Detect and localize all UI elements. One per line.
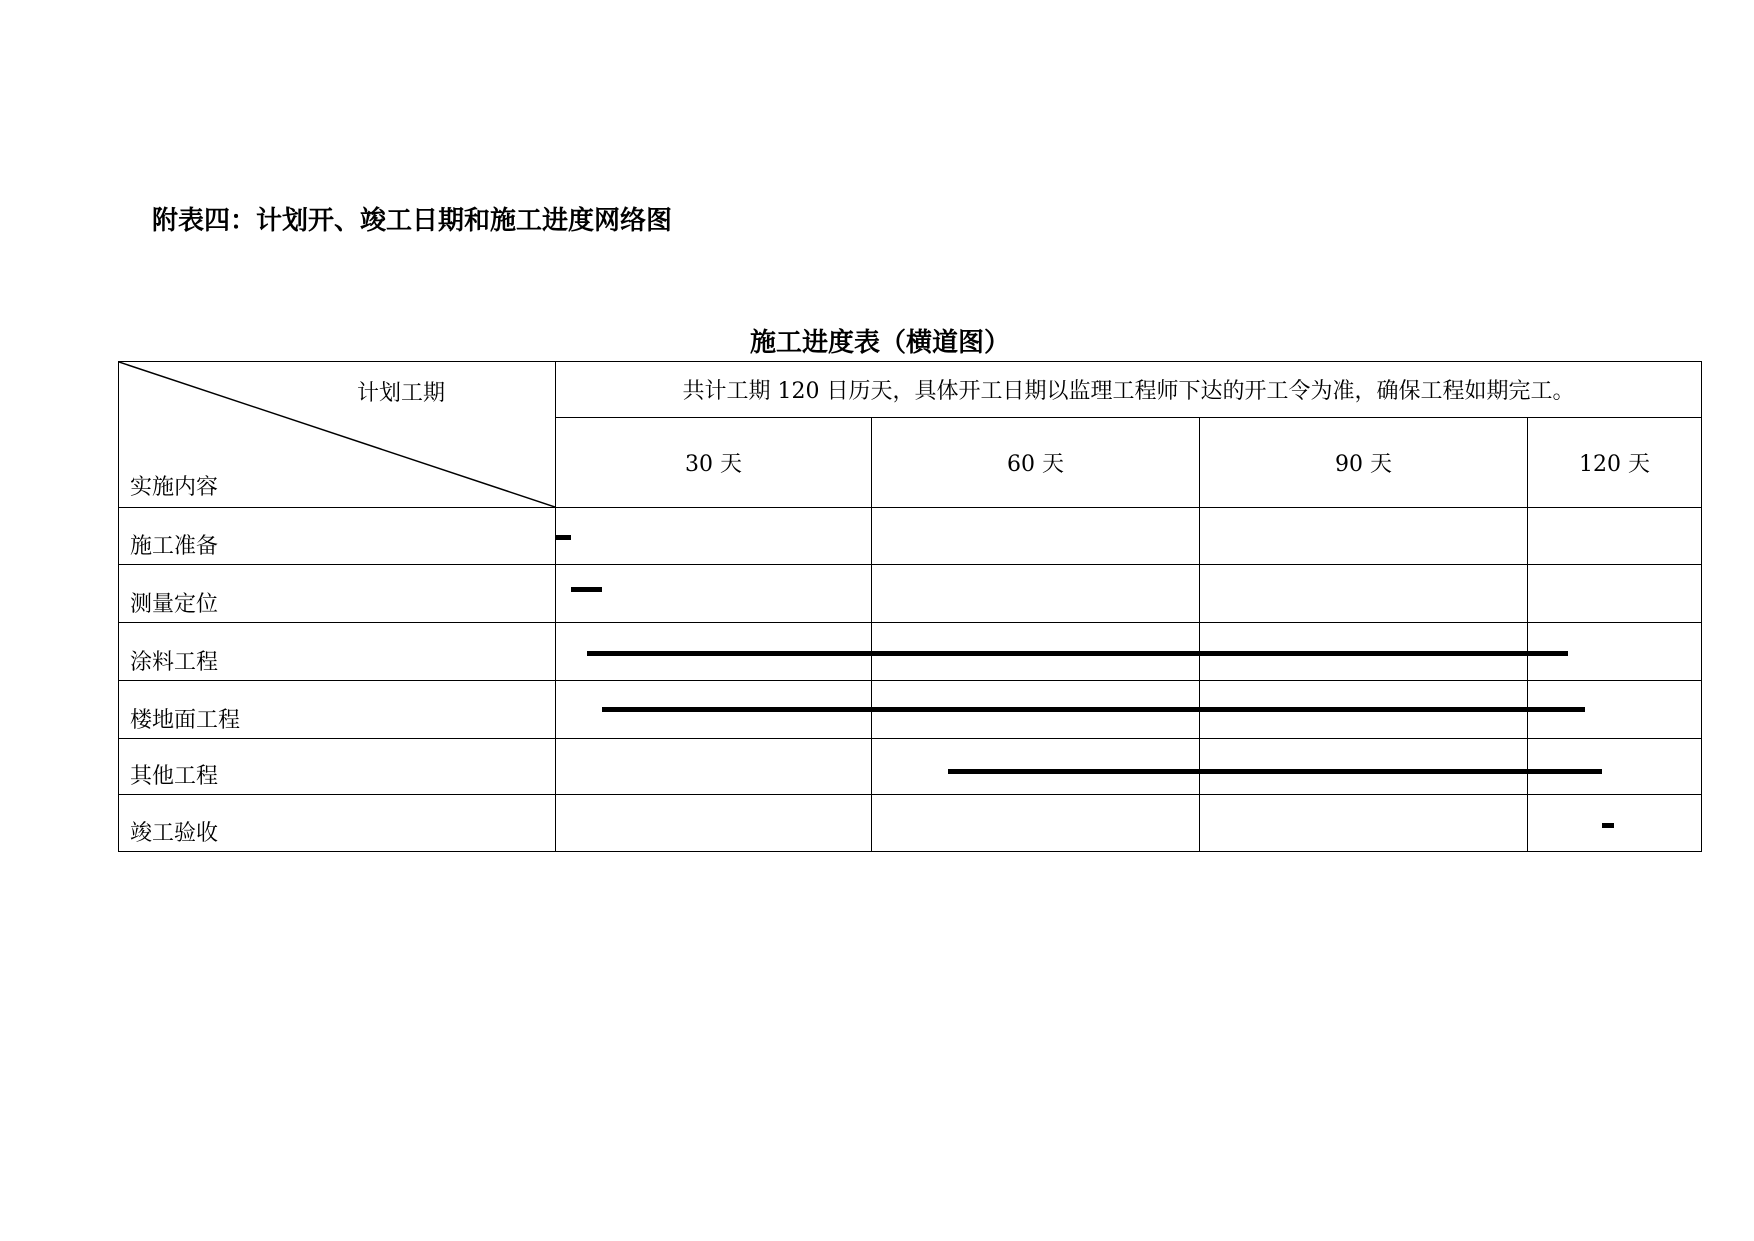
milestone-30-days: 30 天 <box>556 418 872 508</box>
grid-cell <box>872 681 1200 739</box>
milestone-60-days: 60 天 <box>872 418 1200 508</box>
grid-cell <box>1528 681 1702 739</box>
grid-cell <box>1200 565 1528 623</box>
grid-cell <box>556 739 872 795</box>
grid-cell <box>1200 508 1528 565</box>
grid-cell <box>1528 739 1702 795</box>
table-row <box>119 795 1702 852</box>
task-name: 测量定位 <box>119 565 556 623</box>
task-name: 涂料工程 <box>119 623 556 681</box>
grid-cell <box>872 565 1200 623</box>
grid-cell <box>556 565 872 623</box>
schedule-table <box>118 361 1702 852</box>
grid-cell <box>1200 623 1528 681</box>
table-row <box>119 623 1702 681</box>
grid-cell <box>1528 565 1702 623</box>
task-name: 楼地面工程 <box>119 681 556 739</box>
grid-cell <box>556 681 872 739</box>
task-name: 施工准备 <box>119 508 556 565</box>
grid-cell <box>1528 623 1702 681</box>
grid-cell <box>1200 681 1528 739</box>
milestone-120-days: 120 天 <box>1528 418 1702 508</box>
document-heading: 附表四：计划开、竣工日期和施工进度网络图 <box>152 206 673 236</box>
grid-cell <box>1528 508 1702 565</box>
grid-cell <box>556 623 872 681</box>
table-title: 施工进度表（横道图） <box>749 328 1010 358</box>
milestone-90-days: 90 天 <box>1200 418 1528 508</box>
task-name: 竣工验收 <box>119 795 556 852</box>
period-note: 共计工期 120 日历天，具体开工日期以监理工程师下达的开工令为准，确保工程如期完工。 <box>556 362 1702 418</box>
grid-cell <box>1200 739 1528 795</box>
table-row <box>119 565 1702 623</box>
grid-cell <box>556 508 872 565</box>
grid-cell <box>872 508 1200 565</box>
header-row-period <box>119 362 1702 418</box>
grid-cell <box>872 795 1200 852</box>
grid-cell <box>872 739 1200 795</box>
table-row <box>119 508 1702 565</box>
table-row <box>119 681 1702 739</box>
grid-cell <box>1528 795 1702 852</box>
grid-cell <box>1200 795 1528 852</box>
task-name: 其他工程 <box>119 739 556 795</box>
corner-label-work-content: 实施内容 <box>130 475 219 500</box>
corner-label-plan-period: 计划工期 <box>356 381 445 406</box>
header-corner-cell <box>119 362 556 508</box>
table-row <box>119 739 1702 795</box>
grid-cell <box>556 795 872 852</box>
grid-cell <box>872 623 1200 681</box>
